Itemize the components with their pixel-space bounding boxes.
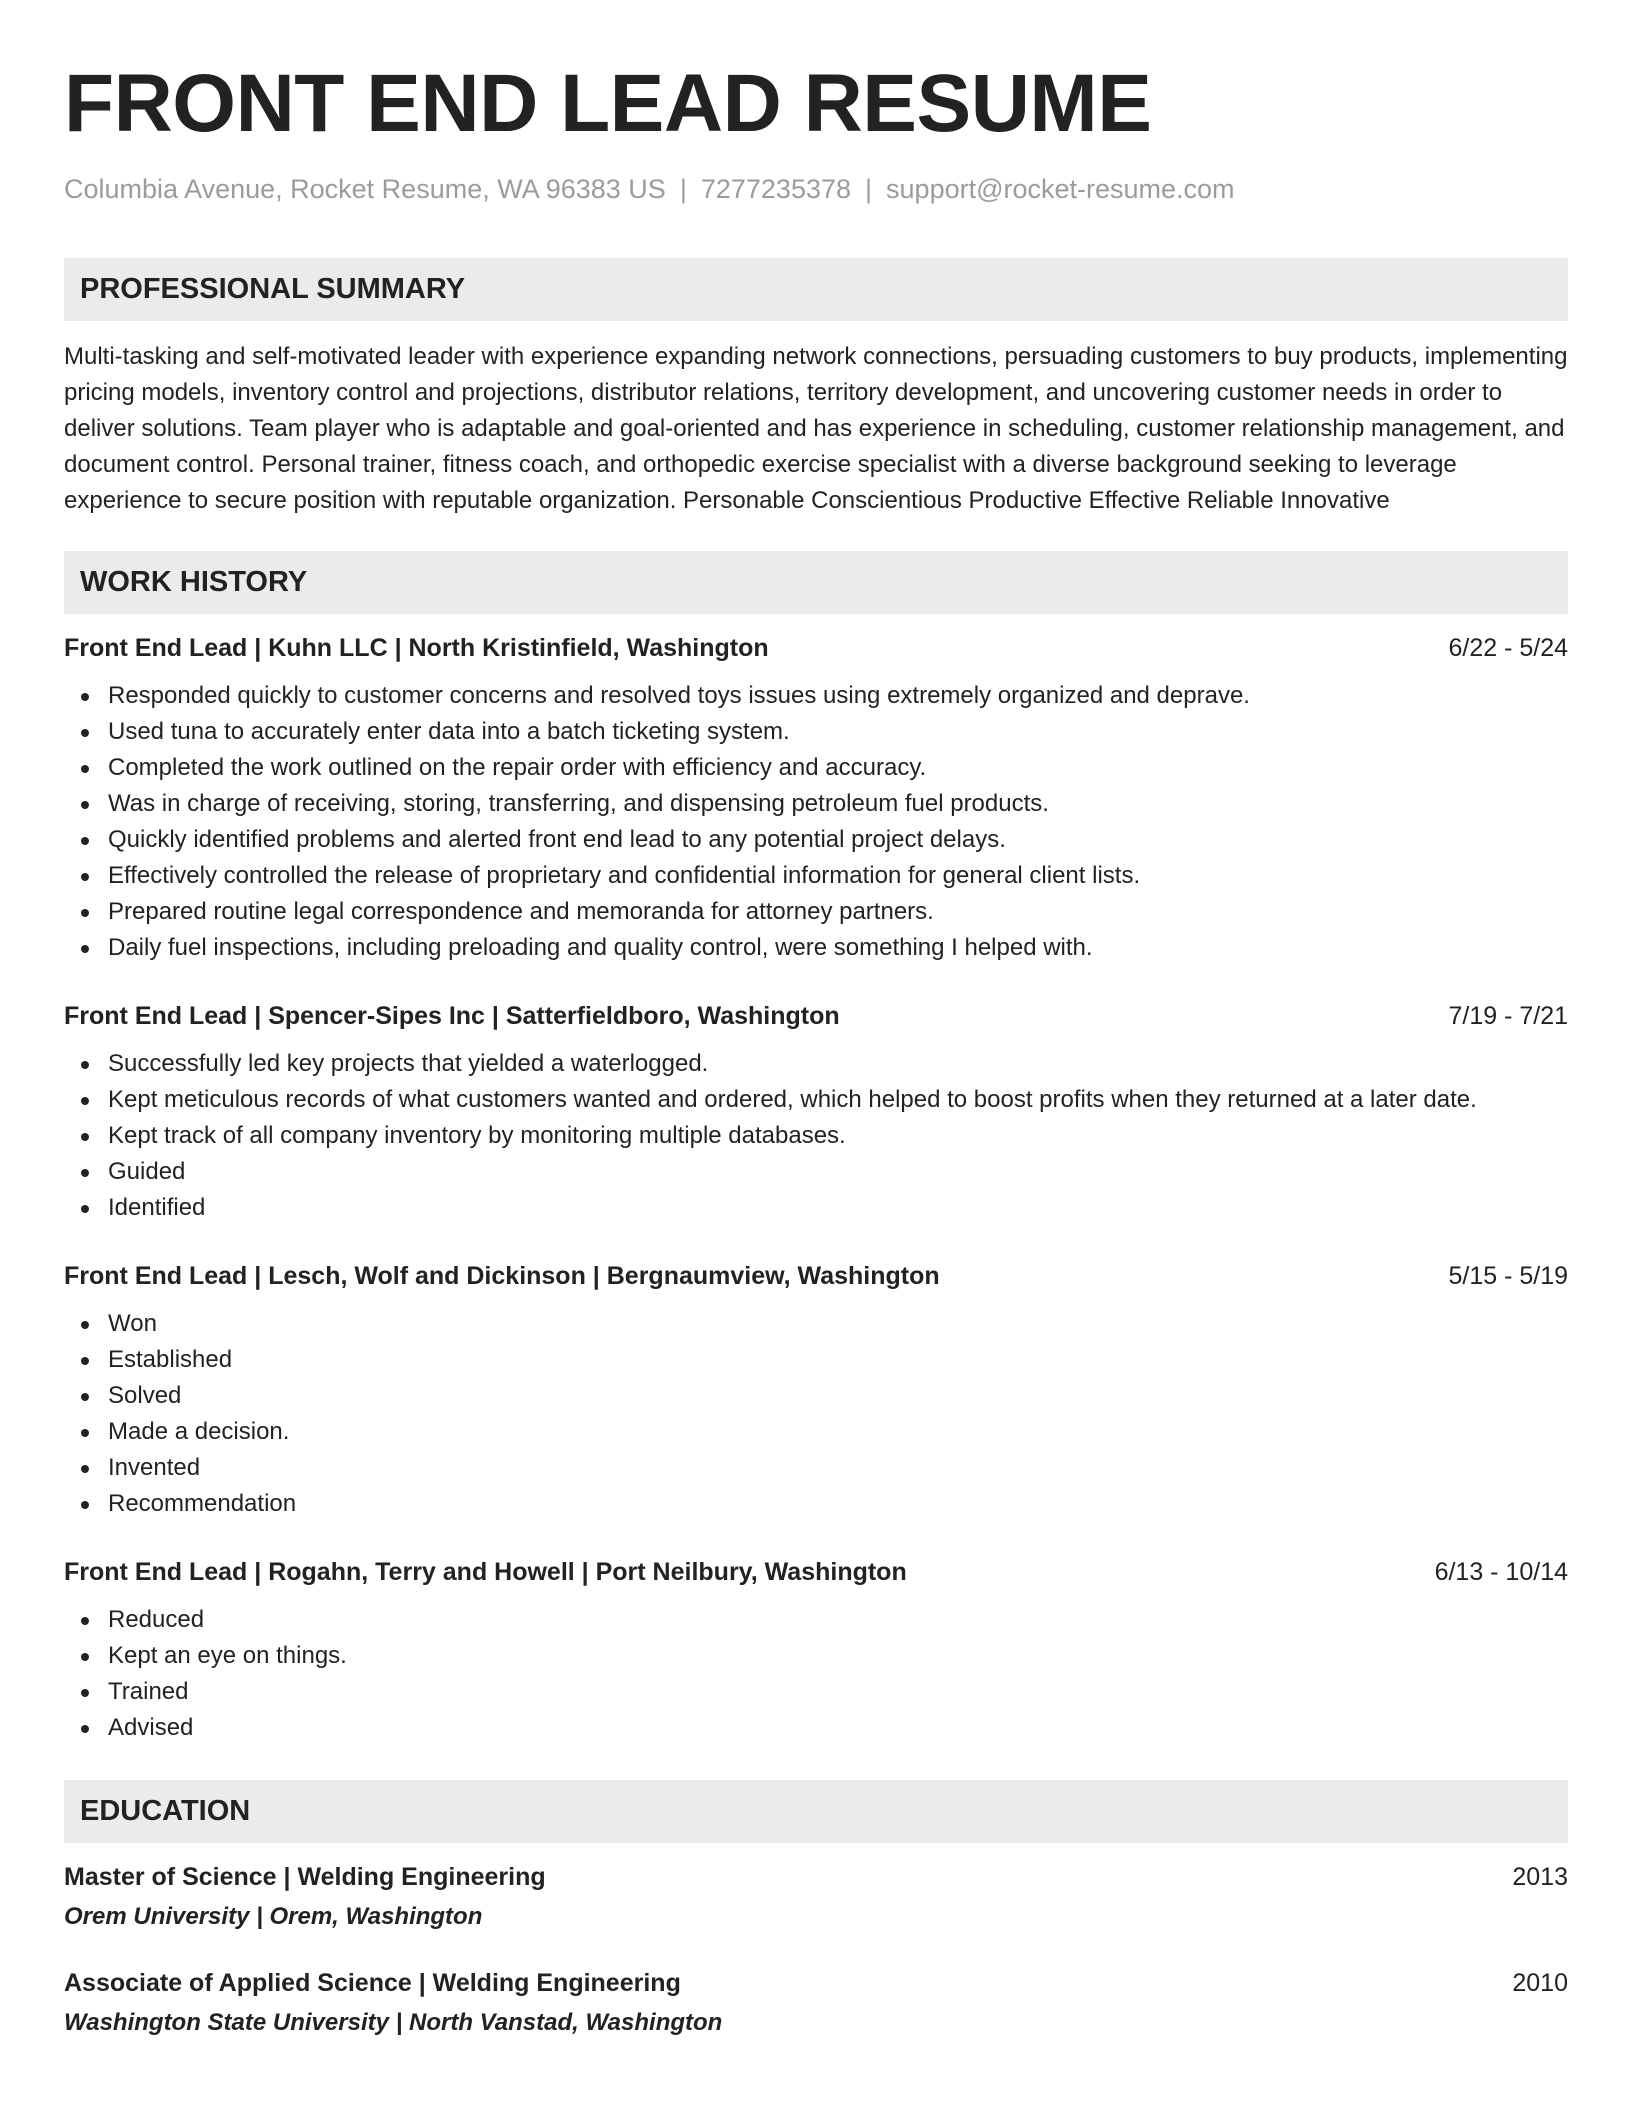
job-dates: 6/13 - 10/14 [1434,1558,1568,1586]
job-bullet: Quickly identified problems and alerted front end lead to any potential project delays. [64,822,1568,858]
education-header [64,1967,1568,1999]
job-bullet-list [64,1602,1568,1746]
job-bullet: Advised [64,1710,1568,1746]
job-bullet: Effectively controlled the release of proprietary and confidential information for general client lists. [64,858,1568,894]
contact-email: support@rocket-resume.com [886,174,1235,204]
job-heading: Front End Lead | Spencer-Sipes Inc | Satterfieldboro, Washington [64,1002,840,1030]
job-heading: Front End Lead | Rogahn, Terry and Howell | Port Neilbury, Washington [64,1558,907,1586]
contact-line [64,172,1568,206]
job-heading: Front End Lead | Lesch, Wolf and Dickinson | Bergnaumview, Washington [64,1262,940,1290]
job-header [64,1556,1568,1588]
job-bullet: Invented [64,1450,1568,1486]
job-entry [64,1556,1568,1746]
contact-phone: 7277235378 [700,174,852,204]
job-bullet-list [64,678,1568,966]
job-entry [64,632,1568,966]
education-school: Washington State University | North Vanstad, Washington [64,2009,723,2036]
job-bullet: Trained [64,1674,1568,1710]
section-header-professional-summary: PROFESSIONAL SUMMARY [64,258,1568,321]
job-entry [64,1000,1568,1226]
education-school: Orem University | Orem, Washington [64,1903,483,1930]
job-header [64,1260,1568,1292]
job-header [64,1000,1568,1032]
professional-summary-text: Multi-tasking and self-motivated leader with experience expanding network connections, persuading customers to buy products, implementing pricing models, inventory control and projections, distributor relations, territory development, and uncovering customer needs in order to deliver solutions. Team player who is adaptable and goal-oriented and has experience in scheduling, customer relationship management, and document control. Personal trainer, fitness coach, and orthopedic exercise specialist with a diverse background seeking to leverage experience to secure position with reputable organization. Personable Conscientious Productive Effective Reliable Innovative [64,343,1568,514]
education-year: 2013 [1512,1863,1568,1891]
job-bullet: Kept track of all company inventory by monitoring multiple databases. [64,1118,1568,1154]
job-bullet: Solved [64,1378,1568,1414]
job-bullet: Won [64,1306,1568,1342]
job-bullet: Kept meticulous records of what customers wanted and ordered, which helped to boost profits when they returned at a later date. [64,1082,1568,1118]
job-bullet: Used tuna to accurately enter data into a batch ticketing system. [64,714,1568,750]
job-header [64,632,1568,664]
job-dates: 5/15 - 5/19 [1448,1262,1568,1290]
job-bullet: Identified [64,1190,1568,1226]
section-header-education: EDUCATION [64,1780,1568,1843]
contact-separator: | [679,174,687,204]
job-bullet: Made a decision. [64,1414,1568,1450]
education-entry [64,1967,1568,2039]
education-degree: Master of Science | Welding Engineering [64,1863,546,1891]
job-bullet: Prepared routine legal correspondence and memoranda for attorney partners. [64,894,1568,930]
job-bullet-list [64,1046,1568,1226]
job-bullet: Was in charge of receiving, storing, transferring, and dispensing petroleum fuel products. [64,786,1568,822]
job-bullet-list [64,1306,1568,1522]
section-header-work-history: WORK HISTORY [64,551,1568,614]
job-bullet: Completed the work outlined on the repair order with efficiency and accuracy. [64,750,1568,786]
job-bullet: Kept an eye on things. [64,1638,1568,1674]
job-bullet: Successfully led key projects that yielded a waterlogged. [64,1046,1568,1082]
job-heading: Front End Lead | Kuhn LLC | North Kristinfield, Washington [64,634,769,662]
job-bullet: Guided [64,1154,1568,1190]
contact-separator: | [865,174,873,204]
job-bullet: Daily fuel inspections, including preloading and quality control, were something I helped with. [64,930,1568,966]
job-bullet: Recommendation [64,1486,1568,1522]
resume-title: FRONT END LEAD RESUME [64,58,1152,149]
contact-address: Columbia Avenue, Rocket Resume, WA 96383 US [64,174,666,204]
job-dates: 7/19 - 7/21 [1448,1002,1568,1030]
job-bullet: Established [64,1342,1568,1378]
education-entry [64,1861,1568,1933]
education-header [64,1861,1568,1893]
job-bullet: Responded quickly to customer concerns and resolved toys issues using extremely organized and deprave. [64,678,1568,714]
education-degree: Associate of Applied Science | Welding Engineering [64,1969,681,1997]
job-bullet: Reduced [64,1602,1568,1638]
education-year: 2010 [1512,1969,1568,1997]
job-entry [64,1260,1568,1522]
job-dates: 6/22 - 5/24 [1448,634,1568,662]
